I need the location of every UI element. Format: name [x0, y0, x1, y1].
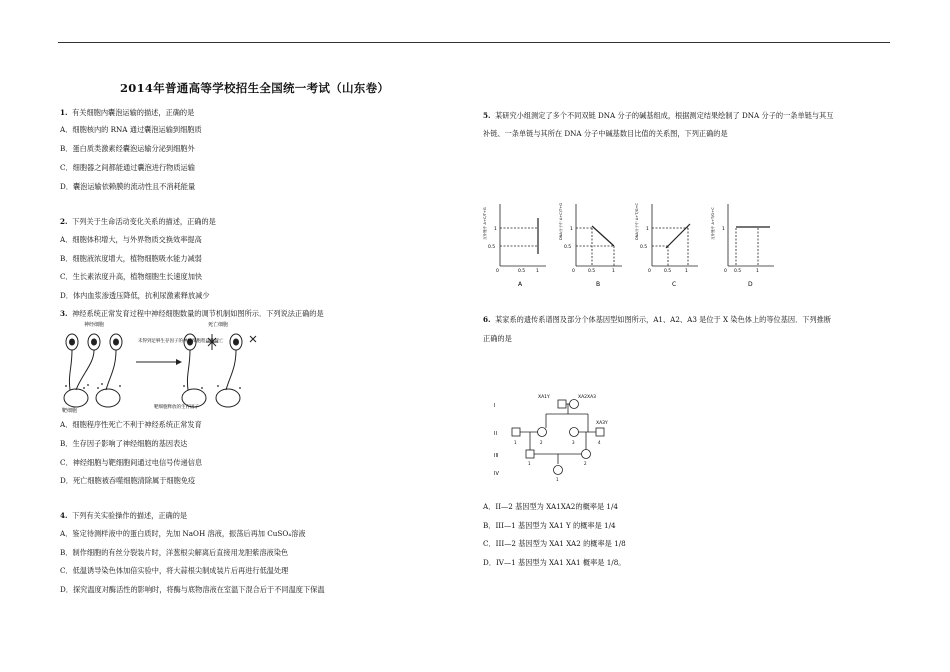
question-5-text: 某研究小组测定了多个不同双链 DNA 分子的碱基组成，根据测定结果绘制了 DNA 分子的一条单链与其互 — [495, 111, 834, 120]
q6-option-a: A．II—2 基因型为 XA1XA2的概率是 1/4 — [483, 502, 618, 511]
q1-option-b: B．蛋白质类激素经囊泡运输分泌到细胞外 — [60, 144, 195, 153]
pedigree-gen-i: I — [494, 403, 496, 409]
graph-a-label: A — [518, 281, 523, 288]
label-apoptosis: 未得到足够生存因子的神经细胞程序性死亡 — [138, 339, 224, 344]
q6-option-d: D．IV—1 基因型为 XA1 XA1 概率是 1/8。 — [483, 558, 626, 567]
q4-option-c: C．低温诱导染色体加倍实验中，将大蒜根尖制成装片后再进行低温处理 — [60, 566, 289, 575]
question-1-text: 有关细胞内囊泡运输的描述，正确的是 — [72, 108, 195, 117]
pedigree-num-ii1: 1 — [514, 440, 517, 445]
question-4-stem — [60, 511, 187, 520]
question-3-text: 神经系统正常发育过程中神经细胞数量的调节机制如图所示．下列说法正确的是 — [72, 309, 324, 318]
graph-c-xtick-05: 0.5 — [664, 269, 672, 274]
q4-option-d: D．探究温度对酶活性的影响时，将酶与底物溶液在室温下混合后于不同温度下保温 — [60, 585, 325, 594]
graph-b-tick-1: 1 — [570, 227, 573, 232]
graph-a — [500, 204, 546, 266]
q3-option-d: D．死亡细胞被吞噬细胞清除属于细胞免疫 — [60, 476, 196, 485]
question-5-stem — [483, 111, 833, 120]
label-target-cell: 靶细胞 — [62, 408, 78, 414]
graph-b-ylabel: DNA分子中 A+C/T+G — [559, 202, 563, 240]
question-1-number: 1. — [60, 108, 68, 117]
question-5-stem-line2: 补链、一条单链与其所在 DNA 分子中碱基数目比值的关系图，下列正确的是 — [483, 129, 728, 138]
graph-c-tick-1: 1 — [646, 227, 649, 232]
graph-a-tick-05: 0.5 — [488, 245, 496, 250]
genotype-i2: XA2XA3 — [578, 395, 597, 400]
question-4-number: 4. — [60, 511, 68, 520]
pedigree-num-iii1: 1 — [528, 461, 531, 466]
genotype-ii4: XA3Y — [596, 421, 608, 426]
graph-d-ylabel: 互补链中 A+T/G+C — [711, 207, 715, 240]
graph-d-label: D — [748, 281, 753, 288]
label-dead-cell: 死亡细胞 — [208, 322, 229, 328]
question-2-text: 下列关于生命活动变化关系的描述，正确的是 — [72, 217, 216, 226]
graph-a-tick-1: 1 — [494, 227, 497, 232]
label-neuron: 神经细胞 — [84, 322, 105, 328]
pedigree-num-iii2: 2 — [584, 461, 587, 466]
question-6-stem — [483, 315, 831, 324]
pedigree-num-ii3: 3 — [572, 440, 575, 445]
question-6-number: 6. — [483, 315, 491, 324]
graph-d-tick-1: 1 — [722, 227, 725, 232]
q1-option-a: A．细胞核内的 RNA 通过囊泡运输到细胞质 — [60, 125, 202, 134]
question-4-text: 下列有关实验操作的描述，正确的是 — [72, 511, 188, 520]
q4-option-b: B．制作细胞的有丝分裂装片时，洋葱根尖解离后直接用龙胆紫溶液染色 — [60, 548, 289, 557]
graph-b-xtick-1: 1 — [612, 269, 615, 274]
q2-option-a: A．细胞体积增大，与外界物质交换效率提高 — [60, 235, 202, 244]
pedigree-chart — [492, 388, 622, 484]
q2-option-b: B．细胞液浓度增大，植物细胞吸水能力减弱 — [60, 254, 202, 263]
graph-b-xtick-05: 0.5 — [588, 269, 596, 274]
graph-b-tick-05: 0.5 — [564, 245, 572, 250]
genotype-i1: XA1Y — [538, 395, 550, 400]
graph-d — [728, 204, 774, 266]
graph-c — [652, 204, 698, 266]
pedigree-num-iv1: 1 — [556, 477, 559, 482]
graph-a-ylabel: 互补链中 A+C/T+G — [483, 207, 487, 240]
graph-a-xtick-05: 0.5 — [518, 269, 526, 274]
graph-c-label: C — [672, 281, 677, 288]
question-3-stem — [60, 309, 324, 318]
question-6-stem-line2: 正确的是 — [483, 334, 512, 343]
graph-c-ylabel: DNA分子中 A+T/G+C — [635, 202, 639, 240]
label-survival-factor: 靶细胞释放的生存因子 — [154, 405, 199, 410]
pedigree-num-ii4: 4 — [598, 440, 601, 445]
pedigree-gen-iii: III — [494, 453, 499, 459]
graph-d-xtick-1: 1 — [756, 269, 759, 274]
q2-option-c: C．生长素浓度升高，植物细胞生长速度加快 — [60, 272, 203, 281]
q3-option-a: A．细胞程序性死亡不利于神经系统正常发育 — [60, 420, 202, 429]
pedigree-gen-ii: II — [494, 431, 497, 437]
q1-option-d: D．囊泡运输依赖膜的流动性且不消耗能量 — [60, 182, 196, 191]
q3-option-b: B．生存因子影响了神经细胞的基因表达 — [60, 439, 188, 448]
graph-c-xtick-1: 1 — [685, 269, 688, 274]
graph-c-tick-05: 0.5 — [640, 245, 648, 250]
page-title: 2014年普通高等学校招生全国统一考试（山东卷） — [120, 81, 390, 95]
graph-b — [576, 204, 622, 266]
question-2-number: 2. — [60, 217, 68, 226]
graph-b-label: B — [596, 281, 601, 288]
question-3-number: 3. — [60, 309, 68, 318]
pedigree-gen-iv: IV — [494, 471, 499, 477]
graph-c-tick-0: 0 — [648, 269, 651, 274]
q4-option-a: A．鉴定待测样液中的蛋白质时，先加 NaOH 溶液，振荡后再加 CuSO₄溶液 — [60, 529, 306, 538]
graph-a-tick-0: 0 — [496, 269, 499, 274]
question-2-stem — [60, 217, 216, 226]
graph-b-tick-0: 0 — [572, 269, 575, 274]
question-6-text: 某家系的遗传系谱图及部分个体基因型如图所示，A1、A2、A3 是位于 X 染色体上的等位基因．下列推断 — [495, 315, 832, 324]
question-1-stem — [60, 108, 194, 117]
header-rule — [58, 42, 890, 43]
neuron-regulation-figure — [58, 318, 268, 414]
graph-d-xtick-05: 0.5 — [734, 269, 742, 274]
question-5-number: 5. — [483, 111, 491, 120]
dna-ratio-graphs — [480, 196, 780, 288]
graph-d-tick-0: 0 — [724, 269, 727, 274]
q2-option-d: D．体内血浆渗透压降低，抗利尿激素释放减少 — [60, 291, 210, 300]
q6-option-c: C．III—2 基因型为 XA1 XA2 的概率是 1/8 — [483, 539, 626, 548]
q6-option-b: B．III—1 基因型为 XA1 Y 的概率是 1/4 — [483, 521, 616, 530]
q3-option-c: C．神经细胞与靶细胞间通过电信号传递信息 — [60, 458, 203, 467]
q1-option-c: C．细胞器之间都能通过囊泡进行物质运输 — [60, 163, 195, 172]
pedigree-num-ii2: 2 — [540, 440, 543, 445]
graph-a-xtick-1: 1 — [536, 269, 539, 274]
